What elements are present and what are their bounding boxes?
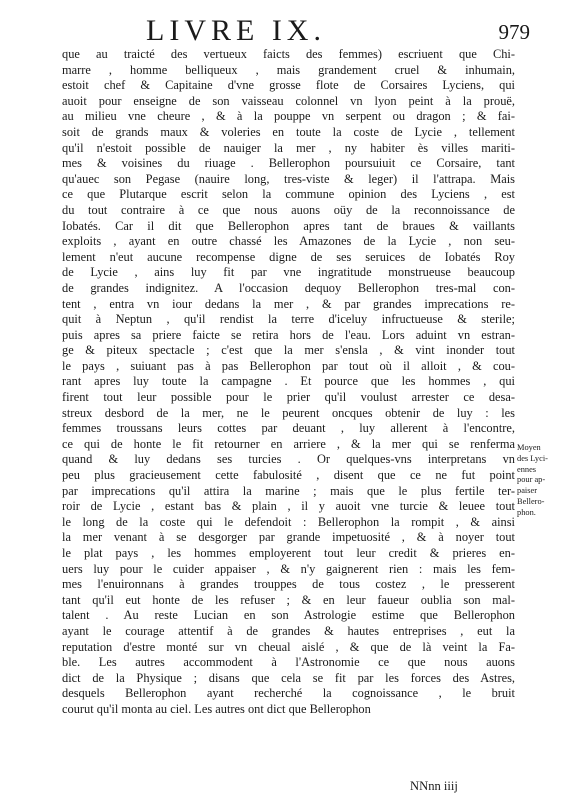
signature-mark: NNnn iiij — [410, 779, 458, 793]
body-text — [62, 47, 515, 718]
margin-note-line: pour ap- — [517, 475, 546, 485]
margin-note-line: Bellero- — [517, 496, 545, 506]
text-line: soit de grands maux & voleries en toute la coste de Lycie , tellement — [62, 124, 515, 139]
text-line: streux desbord de la mer, ne le peurent oncques obtenir de luy : les — [62, 405, 515, 420]
margin-note-line: ennes — [517, 464, 537, 474]
text-line: dict de la Physique ; disans que cela se fit par les forces des Astres, — [62, 670, 515, 685]
margin-note-line: Moyen — [517, 443, 541, 452]
text-line: tent , entra vn iour dedans la mer , & par grandes imprecations re- — [62, 296, 515, 311]
text-line: estoit chef & Capitaine d'vne grosse flote de Corsaires Lyciens, qui — [62, 78, 515, 93]
text-line: mes & voisines du riuage . Bellerophon poursuiuit ce Corsaire, tant — [62, 156, 515, 171]
margin-note — [517, 443, 563, 519]
text-line: de grandes indignitez. A l'occasion dequoy Bellerophon tres-mal con- — [62, 280, 515, 295]
page-number: 979 — [498, 20, 530, 44]
text-line: mes l'enuironnans à grandes trouppes de tous costez , le presserent — [62, 577, 515, 592]
text-line: ge & piteux spectacle ; c'est que la mer s'ensla , & vint inonder tout — [62, 343, 515, 358]
text-line: le plat pays , les hommes employerent tout leur credit & prieres en- — [62, 546, 515, 560]
text-line: desquels Bellerophon ayant recherché la cognoissance , le bruit — [62, 686, 515, 701]
text-line: auoit pour enseigne de son vaisseau colonnel vn lyon peint à la prouë, — [62, 93, 515, 108]
text-line: au milieu vne cheure , & à la pouppe vn serpent ou dragon ; & fai- — [62, 109, 515, 124]
margin-note-line: des Lyci- — [517, 453, 548, 463]
text-line: courut qu'il monta au ciel. Les autres ont dict que Bellerophon — [62, 701, 371, 716]
text-line: quand & luy dedans ses turcies . Or quelques-vns interpretans vn — [62, 452, 515, 467]
text-line: lement n'eut aucune recompense digne de ses seruices de Iobatés Roy — [62, 249, 515, 264]
text-line: ayant le courage attentif à de grandes & hautes entreprises , eut la — [62, 623, 515, 638]
text-line: reputation d'estre monté sur vn cheual aislé , & que de là veint la Fa- — [62, 639, 515, 654]
text-line: la mer venant à se desgorger par grande impetuosité , & à noyer tout — [62, 530, 515, 545]
running-head: LIVRE IX. — [146, 14, 326, 47]
page-header — [60, 14, 530, 48]
text-line: ce que Plutarque escrit selon la commune opinion des Lyciens , est — [62, 187, 515, 202]
text-line: qu'il n'estoit possible de nauiger la mer , ny habiter ès villes mariti- — [62, 140, 515, 155]
text-line: exploits , ayant en outre chassé les Amazones de la Lycie , non seu- — [62, 234, 515, 249]
margin-note-line: paiser — [517, 486, 537, 496]
text-line: du tout contraire à ce que nous auons oüy de la reconnoissance de — [62, 202, 515, 217]
text-line: roir de Lycie , estant bas & plain , il y auoit vne turcie & leuee tout — [62, 499, 515, 514]
text-line: uers luy pour le cuider appaiser , & n'y gaignerent rien : mais les fem- — [62, 561, 515, 576]
text-line: ce qui de honte le fit retourner en arriere , & la mer qui se renferma — [62, 436, 515, 451]
text-line: que au traicté des vertueux faicts des femmes) escriuent que Chi- — [62, 47, 515, 61]
text-line: talent . Au reste Lucian en son Astrologie estime que Bellerophon — [62, 608, 515, 623]
text-line: ble. Les autres accommodent à l'Astronomie ce que nous auons — [62, 655, 515, 670]
text-line: quit à Neptun , qu'il rendist la terre d'iceluy infructueuse & sterile; — [62, 312, 515, 327]
text-line: firent tout leur possible pour le prier qu'il voulust arrester ce desa- — [62, 390, 515, 405]
text-line: marre , homme belliqueux , mais grandement cruel & inhumain, — [62, 62, 515, 77]
text-line: tant qu'il eut honte de les refuser ; & en leur faueur oublia son mal- — [62, 592, 515, 607]
text-line: puis apres sa priere faicte se retira hors de l'eau. Lors aduint vn estran- — [62, 327, 515, 342]
text-line: de Lycie , ains luy fit par vne ingratitude monstrueuse beaucoup — [62, 265, 515, 280]
text-line: Iobatés. Car il dit que Bellerophon apres tant de braues & vaillants — [62, 218, 515, 233]
text-line: qu'auec son Pegase (nauire long, tres-viste & leger) il l'attrapa. Mais — [62, 171, 515, 186]
text-line: le long de la coste qui le defendoit : Bellerophon la rompit , & ainsi — [62, 514, 515, 529]
text-line: peu plus gracieusement cette fabulosité , disent que ce ne fut point — [62, 468, 515, 483]
text-line: rant apres luy toute la campagne . Et pource que les hommes , qui — [62, 374, 515, 389]
text-line: femmes troussans leurs cottes par deuant , luy allerent à l'encontre, — [62, 421, 515, 436]
margin-note-line: phon. — [517, 507, 536, 517]
text-line: le pays , suiuant pas à pas Bellerophon par tout où il alloit , & cou- — [62, 358, 515, 373]
text-line: par imprecations qu'il attira la marine ; mais que le plus fertile ter- — [62, 483, 515, 498]
